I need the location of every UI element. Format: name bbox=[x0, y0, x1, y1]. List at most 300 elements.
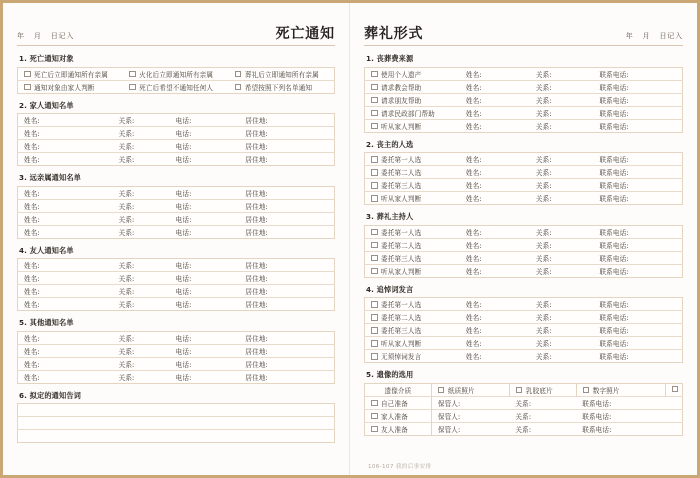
section-其他通知名单 bbox=[17, 318, 335, 384]
field-label-0: 姓名: bbox=[465, 314, 482, 322]
table-row bbox=[18, 186, 335, 199]
checkbox-grid-table bbox=[17, 67, 335, 94]
option-table bbox=[364, 225, 683, 278]
field-label-1: 关系: bbox=[535, 96, 552, 105]
section-title: 4. 追悼词发言 bbox=[366, 284, 414, 294]
option-label: 无须悼词发言 bbox=[381, 353, 422, 361]
field-label-2: 电话: bbox=[175, 215, 192, 224]
field-label-1: 关系: bbox=[118, 228, 135, 237]
section-title: 1. 死亡通知对象 bbox=[19, 54, 74, 63]
field-label-0: 姓名: bbox=[465, 195, 482, 203]
field-label-0: 姓名: bbox=[24, 143, 40, 151]
checkbox-icon[interactable] bbox=[371, 268, 378, 275]
field-label-3: 居住地: bbox=[245, 130, 268, 138]
left-page-title: 死亡通知 bbox=[275, 26, 335, 42]
checkbox-icon[interactable] bbox=[24, 71, 31, 78]
field-label-3: 居住地: bbox=[245, 189, 268, 198]
field-label-2: 电话: bbox=[175, 156, 192, 164]
field-label-0: 保管人: bbox=[431, 409, 509, 422]
field-label-1: 关系: bbox=[118, 117, 135, 125]
checkbox-icon[interactable] bbox=[371, 413, 378, 420]
field-label-0: 姓名: bbox=[24, 262, 40, 270]
field-label-2: 联系电话: bbox=[599, 254, 629, 263]
blank-line-cell[interactable] bbox=[18, 430, 335, 443]
field-label-2: 联系电话: bbox=[599, 327, 629, 335]
option-label: 听从家人判断 bbox=[381, 122, 422, 131]
field-label-2: 联系电话: bbox=[599, 122, 629, 131]
checkbox-icon[interactable] bbox=[235, 71, 242, 78]
field-label-2: 联系电话: bbox=[599, 340, 629, 348]
field-label-1: 关系: bbox=[515, 425, 532, 434]
field-label-2: 联系电话: bbox=[599, 314, 629, 322]
field-label-0: 姓名: bbox=[24, 347, 40, 356]
field-label-0: 姓名: bbox=[465, 241, 482, 250]
field-label-0: 姓名: bbox=[24, 275, 40, 283]
blank-lines-table bbox=[17, 403, 335, 443]
right-page-header bbox=[364, 13, 683, 46]
field-label-0: 姓名: bbox=[465, 301, 482, 309]
checkbox-icon[interactable] bbox=[371, 353, 378, 360]
field-label-1: 关系: bbox=[535, 109, 552, 118]
option-cell[interactable] bbox=[365, 324, 460, 337]
section-title: 6. 拟定的通知告词 bbox=[19, 390, 81, 400]
option-table bbox=[364, 152, 683, 205]
checkbox-option-label: 死亡后立即通知所有亲属 bbox=[34, 70, 108, 79]
option-cell[interactable] bbox=[365, 119, 460, 132]
field-label-0: 姓名: bbox=[24, 334, 40, 343]
media-option-cell[interactable] bbox=[576, 383, 665, 396]
checkbox-icon[interactable] bbox=[371, 340, 378, 347]
option-cell[interactable] bbox=[365, 409, 432, 422]
table-row bbox=[18, 357, 335, 370]
checkbox-icon[interactable] bbox=[371, 156, 378, 163]
blank-line-cell[interactable] bbox=[18, 404, 335, 417]
field-label-0: 姓名: bbox=[465, 267, 482, 276]
field-label-3: 居住地: bbox=[245, 202, 268, 211]
field-label-2: 电话: bbox=[175, 130, 192, 138]
table-row bbox=[365, 67, 683, 80]
option-table bbox=[364, 67, 683, 133]
field-label-1: 关系: bbox=[535, 169, 552, 177]
field-label-1: 关系: bbox=[535, 182, 552, 190]
checkbox-option-label: 火化后立即通知所有亲属 bbox=[139, 70, 214, 79]
table-row bbox=[365, 119, 683, 132]
field-label-3: 居住地: bbox=[245, 275, 268, 283]
field-label-1: 关系: bbox=[118, 301, 135, 309]
field-label-2: 电话: bbox=[175, 262, 192, 270]
field-label-2: 联系电话: bbox=[599, 83, 629, 92]
field-label-2: 电话: bbox=[175, 373, 192, 382]
table-row bbox=[18, 272, 335, 285]
field-label-1: 关系: bbox=[118, 275, 135, 283]
checkbox-icon[interactable] bbox=[371, 84, 378, 91]
option-label: 请求民政部门帮助 bbox=[381, 109, 435, 118]
field-label-0: 姓名: bbox=[465, 340, 482, 348]
table-row bbox=[365, 93, 683, 106]
field-label-2: 联系电话: bbox=[599, 182, 629, 190]
checkbox-icon[interactable] bbox=[129, 71, 136, 78]
date-month-label: 月 bbox=[33, 32, 42, 40]
field-table bbox=[17, 258, 335, 311]
table-row bbox=[18, 67, 335, 80]
field-table bbox=[17, 113, 335, 166]
option-label: 委托第二人选 bbox=[381, 314, 422, 322]
field-label-0: 姓名: bbox=[24, 117, 40, 125]
table-row bbox=[365, 324, 683, 337]
field-label-1: 关系: bbox=[535, 195, 552, 203]
field-label-2: 联系电话: bbox=[599, 241, 629, 250]
field-label-1: 关系: bbox=[535, 254, 552, 263]
table-header-row bbox=[365, 383, 683, 396]
table-row bbox=[365, 106, 683, 119]
field-label-0: 姓名: bbox=[24, 228, 40, 237]
date-day-label: 日记入 bbox=[50, 32, 75, 40]
field-table bbox=[17, 186, 335, 239]
field-label-2: 联系电话: bbox=[582, 412, 612, 421]
field-label-3: 居住地: bbox=[245, 117, 268, 125]
field-label-3: 居住地: bbox=[245, 262, 268, 270]
field-label-0: 姓名: bbox=[24, 202, 40, 211]
option-cell[interactable] bbox=[365, 350, 460, 363]
field-label-1: 关系: bbox=[535, 267, 552, 276]
checkbox-icon[interactable] bbox=[516, 387, 523, 394]
checkbox-icon[interactable] bbox=[235, 84, 242, 91]
field-label-1: 关系: bbox=[535, 122, 552, 131]
field-label-1: 关系: bbox=[535, 353, 552, 361]
table-row bbox=[365, 80, 683, 93]
table-row bbox=[18, 114, 335, 127]
option-cell[interactable] bbox=[365, 67, 460, 80]
table-row bbox=[18, 259, 335, 272]
media-option-cell[interactable] bbox=[431, 383, 509, 396]
section-title: 3. 葬礼主持人 bbox=[366, 212, 414, 221]
field-label-2: 电话: bbox=[175, 202, 192, 211]
table-row bbox=[365, 192, 683, 205]
option-label: 请求教会帮助 bbox=[381, 83, 422, 92]
field-label-0: 姓名: bbox=[465, 353, 482, 361]
field-label-1: 关系: bbox=[535, 70, 552, 79]
left-page-header bbox=[17, 13, 335, 46]
option-cell[interactable] bbox=[365, 422, 432, 435]
table-row bbox=[18, 199, 335, 212]
section-title: 5. 遗像的选用 bbox=[366, 370, 414, 379]
table-row bbox=[365, 166, 683, 179]
checkbox-icon[interactable] bbox=[672, 386, 679, 393]
checkbox-icon[interactable] bbox=[371, 426, 378, 433]
field-label-1: 关系: bbox=[118, 360, 135, 369]
field-label-2: 电话: bbox=[175, 275, 192, 283]
field-label-0: 姓名: bbox=[24, 301, 40, 309]
field-label-1: 关系: bbox=[118, 288, 135, 296]
option-cell[interactable] bbox=[365, 396, 432, 409]
table-row bbox=[365, 179, 683, 192]
checkbox-icon[interactable] bbox=[371, 110, 378, 117]
checkbox-icon[interactable] bbox=[371, 123, 378, 130]
option-cell[interactable] bbox=[365, 153, 460, 166]
option-label: 委托第二人选 bbox=[381, 241, 422, 250]
checkbox-icon[interactable] bbox=[371, 301, 378, 308]
checkbox-icon[interactable] bbox=[371, 327, 378, 334]
table-row bbox=[18, 331, 335, 344]
media-option-cell[interactable] bbox=[509, 383, 576, 396]
field-label-3: 居住地: bbox=[245, 288, 268, 296]
media-option-cell[interactable] bbox=[665, 383, 682, 396]
table-row bbox=[18, 127, 335, 140]
field-label-0: 姓名: bbox=[465, 169, 482, 177]
field-label-2: 电话: bbox=[175, 228, 192, 237]
option-cell[interactable] bbox=[365, 264, 460, 277]
right-page bbox=[350, 3, 697, 475]
field-label-2: 电话: bbox=[175, 288, 192, 296]
checkbox-icon[interactable] bbox=[371, 242, 378, 249]
field-label-2: 联系电话: bbox=[599, 195, 629, 203]
option-cell[interactable] bbox=[365, 166, 460, 179]
table-row bbox=[365, 422, 683, 435]
field-label-0: 姓名: bbox=[24, 189, 40, 198]
field-label-1: 关系: bbox=[118, 143, 135, 151]
date-year-label: 年 bbox=[17, 32, 25, 40]
field-label-0: 保管人: bbox=[431, 422, 509, 435]
table-row bbox=[18, 153, 335, 166]
option-label: 委托第二人选 bbox=[381, 169, 422, 177]
section-远亲属通知名单 bbox=[17, 173, 335, 239]
field-label-1: 关系: bbox=[118, 202, 135, 211]
field-label-0: 姓名: bbox=[24, 130, 40, 138]
section-追悼词发言 bbox=[364, 285, 683, 364]
section-title: 2. 丧主的人选 bbox=[366, 139, 414, 149]
field-label-2: 联系电话: bbox=[599, 353, 629, 361]
table-row bbox=[365, 311, 683, 324]
checkbox-option-cell[interactable] bbox=[229, 67, 335, 80]
left-date-line bbox=[17, 31, 74, 43]
checkbox-icon[interactable] bbox=[371, 169, 378, 176]
date-day-label: 日记入 bbox=[659, 32, 683, 40]
field-label-0: 姓名: bbox=[24, 373, 40, 382]
field-label-2: 电话: bbox=[175, 189, 192, 198]
field-label-3: 居住地: bbox=[245, 360, 268, 369]
field-label-0: 姓名: bbox=[465, 182, 482, 190]
option-cell[interactable] bbox=[365, 298, 460, 311]
field-table bbox=[17, 331, 335, 384]
checkbox-option-cell[interactable] bbox=[123, 80, 229, 93]
field-label-0: 姓名: bbox=[465, 96, 482, 105]
field-label-1: 关系: bbox=[118, 373, 135, 382]
blank-line-row[interactable] bbox=[18, 404, 335, 417]
field-label-3: 居住地: bbox=[245, 143, 268, 151]
date-month-label: 月 bbox=[642, 32, 651, 40]
field-label-2: 联系电话: bbox=[599, 267, 629, 276]
field-label-0: 保管人: bbox=[431, 396, 509, 409]
section-死亡通知对象 bbox=[17, 54, 335, 94]
field-label-1: 关系: bbox=[118, 334, 135, 343]
field-label-0: 姓名: bbox=[465, 327, 482, 335]
field-label-1: 关系: bbox=[118, 262, 135, 270]
field-label-1: 关系: bbox=[535, 241, 552, 250]
table-row bbox=[18, 225, 335, 238]
table-row bbox=[365, 238, 683, 251]
table-row bbox=[365, 251, 683, 264]
section-友人通知名单 bbox=[17, 246, 335, 312]
table-row bbox=[365, 264, 683, 277]
option-cell[interactable] bbox=[365, 192, 460, 205]
field-label-0: 姓名: bbox=[465, 228, 482, 237]
table-row bbox=[18, 370, 335, 383]
field-label-1: 关系: bbox=[118, 189, 135, 198]
checkbox-icon[interactable] bbox=[371, 400, 378, 407]
table-row bbox=[18, 140, 335, 153]
checkbox-icon[interactable] bbox=[371, 182, 378, 189]
option-label: 委托第一人选 bbox=[381, 156, 422, 164]
table-row bbox=[18, 80, 335, 93]
option-cell[interactable] bbox=[365, 238, 460, 251]
field-label-1: 关系: bbox=[535, 301, 552, 309]
section-title: 1. 丧葬费来源 bbox=[366, 54, 414, 63]
field-label-0: 姓名: bbox=[465, 109, 482, 118]
field-label-0: 姓名: bbox=[465, 70, 482, 79]
option-table bbox=[364, 297, 683, 363]
field-label-2: 电话: bbox=[175, 347, 192, 356]
option-cell[interactable] bbox=[365, 225, 460, 238]
section-title: 2. 家人通知名单 bbox=[19, 100, 74, 110]
table-row bbox=[365, 409, 683, 422]
option-cell[interactable] bbox=[365, 251, 460, 264]
media-option-label: 乳胶底片 bbox=[525, 386, 553, 395]
option-label: 家人准备 bbox=[381, 412, 408, 421]
table-row bbox=[365, 337, 683, 350]
option-cell[interactable] bbox=[365, 311, 460, 324]
right-page-title: 葬礼形式 bbox=[364, 26, 424, 42]
blank-line-row[interactable] bbox=[18, 430, 335, 443]
table-row bbox=[18, 212, 335, 225]
checkbox-icon[interactable] bbox=[583, 387, 590, 394]
field-label-0: 姓名: bbox=[465, 254, 482, 263]
left-page-body bbox=[17, 54, 335, 443]
option-label: 委托第一人选 bbox=[381, 228, 422, 237]
option-label: 使用个人遗产 bbox=[381, 70, 422, 79]
left-page bbox=[3, 3, 350, 475]
field-label-2: 联系电话: bbox=[582, 425, 612, 434]
table-row bbox=[365, 396, 683, 409]
field-label-2: 联系电话: bbox=[599, 301, 629, 309]
option-label: 委托第一人选 bbox=[381, 301, 422, 309]
section-title: 4. 友人通知名单 bbox=[19, 245, 74, 255]
section-遗像的选用 bbox=[364, 370, 683, 436]
checkbox-option-label: 葬礼后立即通知所有亲属 bbox=[244, 70, 319, 79]
checkbox-option-cell[interactable] bbox=[229, 80, 335, 93]
option-cell[interactable] bbox=[365, 93, 460, 106]
checkbox-option-label: 死亡后希望不通知任何人 bbox=[139, 83, 214, 92]
checkbox-icon[interactable] bbox=[371, 229, 378, 236]
table-row bbox=[18, 344, 335, 357]
field-label-0: 姓名: bbox=[465, 122, 482, 131]
checkbox-icon[interactable] bbox=[371, 71, 378, 78]
checkbox-option-cell[interactable] bbox=[18, 80, 124, 93]
portrait-table bbox=[364, 383, 683, 436]
field-label-3: 居住地: bbox=[245, 334, 268, 343]
field-label-2: 联系电话: bbox=[599, 228, 629, 237]
field-label-2: 联系电话: bbox=[582, 399, 612, 408]
option-label: 委托第三人选 bbox=[381, 327, 422, 335]
field-label-1: 关系: bbox=[118, 156, 135, 164]
option-label: 听从家人判断 bbox=[381, 195, 422, 203]
field-label-1: 关系: bbox=[118, 347, 135, 356]
option-label: 自己准备 bbox=[381, 399, 408, 408]
field-label-2: 电话: bbox=[175, 360, 192, 369]
option-cell[interactable] bbox=[365, 106, 460, 119]
section-丧葬费来源 bbox=[364, 54, 683, 133]
checkbox-option-label: 希望按照下列名单通知 bbox=[244, 83, 313, 92]
right-date-line bbox=[626, 31, 683, 43]
table-row bbox=[18, 285, 335, 298]
field-label-3: 居住地: bbox=[245, 373, 268, 382]
table-row bbox=[365, 350, 683, 363]
field-label-3: 居住地: bbox=[245, 156, 268, 164]
field-label-2: 联系电话: bbox=[599, 169, 629, 177]
checkbox-option-cell[interactable] bbox=[123, 67, 229, 80]
table-row bbox=[365, 298, 683, 311]
option-label: 请求朋友帮助 bbox=[381, 96, 422, 105]
option-label: 委托第三人选 bbox=[381, 182, 422, 190]
option-label: 听从家人判断 bbox=[381, 340, 422, 348]
field-label-1: 关系: bbox=[535, 340, 552, 348]
option-cell[interactable] bbox=[365, 179, 460, 192]
page-footer: 106-107 我的后事安排 bbox=[368, 464, 432, 470]
field-label-2: 电话: bbox=[175, 117, 192, 125]
portrait-media-label: 遗像介质 bbox=[384, 386, 412, 395]
field-label-0: 姓名: bbox=[24, 156, 40, 164]
option-label: 友人准备 bbox=[381, 425, 408, 434]
media-option-label: 纸质照片 bbox=[447, 386, 475, 395]
table-row bbox=[365, 225, 683, 238]
field-label-2: 联系电话: bbox=[599, 70, 629, 79]
section-拟定的通知告词 bbox=[17, 391, 335, 444]
option-cell[interactable] bbox=[365, 337, 460, 350]
checkbox-icon[interactable] bbox=[371, 195, 378, 202]
field-label-3: 居住地: bbox=[245, 347, 268, 356]
field-label-2: 联系电话: bbox=[599, 96, 629, 105]
field-label-1: 关系: bbox=[535, 156, 552, 164]
field-label-1: 关系: bbox=[515, 412, 532, 421]
media-option-label: 数字照片 bbox=[592, 386, 620, 395]
checkbox-icon[interactable] bbox=[24, 84, 31, 91]
field-label-2: 电话: bbox=[175, 334, 192, 343]
field-label-3: 居住地: bbox=[245, 301, 268, 309]
checkbox-option-cell[interactable] bbox=[18, 67, 124, 80]
checkbox-icon[interactable] bbox=[371, 97, 378, 104]
field-label-0: 姓名: bbox=[24, 215, 40, 224]
checkbox-icon[interactable] bbox=[371, 255, 378, 262]
section-葬礼主持人 bbox=[364, 212, 683, 278]
field-label-1: 关系: bbox=[535, 228, 552, 237]
field-label-2: 联系电话: bbox=[599, 109, 629, 118]
section-title: 3. 远亲属通知名单 bbox=[19, 173, 81, 182]
field-label-2: 电话: bbox=[175, 301, 192, 309]
field-label-0: 姓名: bbox=[24, 288, 40, 296]
blank-line-row[interactable] bbox=[18, 417, 335, 430]
field-label-1: 关系: bbox=[535, 327, 552, 335]
option-cell[interactable] bbox=[365, 80, 460, 93]
section-title: 5. 其他通知名单 bbox=[19, 318, 74, 327]
checkbox-icon[interactable] bbox=[129, 84, 136, 91]
checkbox-icon[interactable] bbox=[371, 314, 378, 321]
date-year-label: 年 bbox=[625, 32, 634, 40]
checkbox-option-label: 通知对象由家人判断 bbox=[34, 83, 95, 92]
blank-line-cell[interactable] bbox=[18, 417, 335, 430]
checkbox-icon[interactable] bbox=[438, 387, 445, 394]
field-label-3: 居住地: bbox=[245, 215, 268, 224]
table-row bbox=[18, 298, 335, 311]
option-label: 听从家人判断 bbox=[381, 267, 422, 276]
